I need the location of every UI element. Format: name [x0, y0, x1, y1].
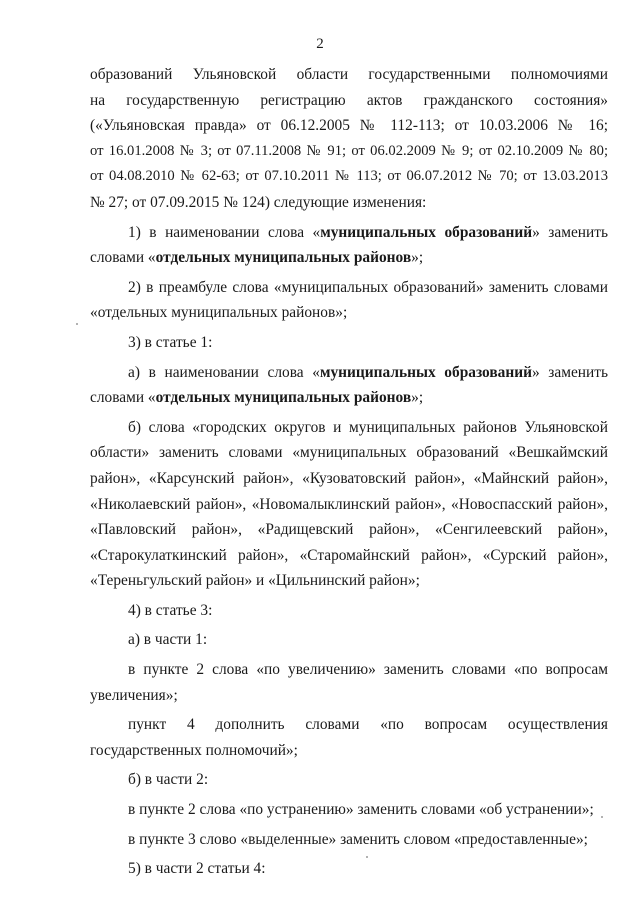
text-line: образований Ульяновской области государственными полномочиями	[90, 66, 608, 83]
text-line: увеличения»;	[90, 686, 178, 704]
text-line: 4) в статье 3:	[128, 601, 213, 619]
paragraph-item-4	[90, 598, 608, 624]
text-line: а) в части 1:	[128, 631, 208, 649]
document-body	[90, 62, 608, 882]
paragraph-item-4b-p2	[90, 797, 608, 823]
text-line	[90, 220, 608, 246]
bold-text: отдельных муниципальных районов	[155, 389, 412, 407]
text-line: 2) в преамбуле слова «муниципальных образований» заменить словами	[128, 278, 608, 296]
paragraph-item-3a	[90, 360, 608, 411]
paragraph-item-4b	[90, 767, 608, 793]
bold-text: отдельных муниципальных районов	[155, 249, 412, 267]
text-line: район», «Карсунский район», «Кузоватовский район», «Майнский район»,	[90, 469, 608, 487]
text-line: «Старокулаткинский район», «Старомайнский район», «Сурский район»,	[90, 546, 608, 564]
scan-speck	[601, 816, 603, 818]
paragraph-item-4a	[90, 627, 608, 653]
bold-text: муниципальных образований	[320, 223, 533, 241]
text-line	[90, 245, 608, 271]
text-span: словами «	[90, 249, 156, 267]
text-line	[90, 385, 608, 411]
scan-speck	[366, 856, 368, 858]
paragraph-item-4a-p4	[90, 712, 608, 763]
text-span: »;	[411, 389, 424, 407]
scan-speck	[76, 323, 78, 325]
text-span: словами «	[90, 389, 156, 407]
text-line: «Тереньгульский район» и «Цильнинский район»;	[90, 572, 420, 590]
paragraph-item-4b-p3	[90, 827, 608, 853]
text-line: на государственную регистрацию актов гражданского состояния»	[90, 91, 608, 109]
text-line: 3) в статье 1:	[128, 333, 213, 351]
text-line: б) в части 2:	[128, 771, 209, 789]
text-line: 5) в части 2 статьи 4:	[128, 860, 266, 878]
paragraph-item-2	[90, 275, 608, 326]
paragraph-item-3	[90, 330, 608, 356]
text-line: от 04.08.2010 № 62-63; от 07.10.2011 № 113; от 06.07.2012 № 70; от 13.03.2013	[90, 168, 608, 185]
text-span: а) в наименовании слова «	[128, 363, 320, 381]
paragraph-item-5	[90, 856, 608, 882]
bold-text: муниципальных образований	[319, 363, 532, 381]
text-span: » заменить	[532, 223, 608, 241]
paragraph-item-4a-p2	[90, 657, 608, 708]
text-line: б) слова «городских округов и муниципальных районов Ульяновской	[128, 418, 608, 436]
text-line	[90, 360, 608, 386]
text-line: в пункте 2 слова «по увеличению» заменить словами «по вопросам	[128, 661, 608, 679]
paragraph-item-3b	[90, 415, 608, 594]
paragraph-intro	[90, 62, 608, 216]
text-line: «Николаевский район», «Новомалыклинский район», «Новоспасский район»,	[90, 495, 608, 513]
text-line: пункт 4 дополнить словами «по вопросам осуществления	[128, 716, 608, 734]
text-line: («Ульяновская правда» от 06.12.2005 № 112-113; от 10.03.2006 № 16;	[90, 117, 608, 135]
text-span: 1) в наименовании слова «	[128, 223, 321, 241]
text-line: «Павловский район», «Радищевский район», «Сенгилеевский район»,	[90, 521, 608, 539]
page-number: 2	[316, 36, 324, 52]
text-line: в пункте 2 слова «по устранению» заменить словами «об устранении»;	[128, 801, 594, 819]
text-span: » заменить	[531, 363, 608, 381]
paragraph-item-1	[90, 220, 608, 271]
text-line: области» заменить словами «муниципальных образований «Вешкаймский	[90, 444, 608, 462]
text-line: от 16.01.2008 № 3; от 07.11.2008 № 91; от 06.02.2009 № 9; от 02.10.2009 № 80;	[90, 142, 608, 159]
text-line: государственных полномочий»;	[90, 741, 298, 759]
text-line: в пункте 3 слово «выделенные» заменить словом «предоставленные»;	[128, 830, 588, 848]
text-line: № 27; от 07.09.2015 № 124) следующие изменения:	[90, 193, 427, 211]
text-span: »;	[411, 249, 424, 267]
text-line: «отдельных муниципальных районов»;	[90, 304, 348, 322]
